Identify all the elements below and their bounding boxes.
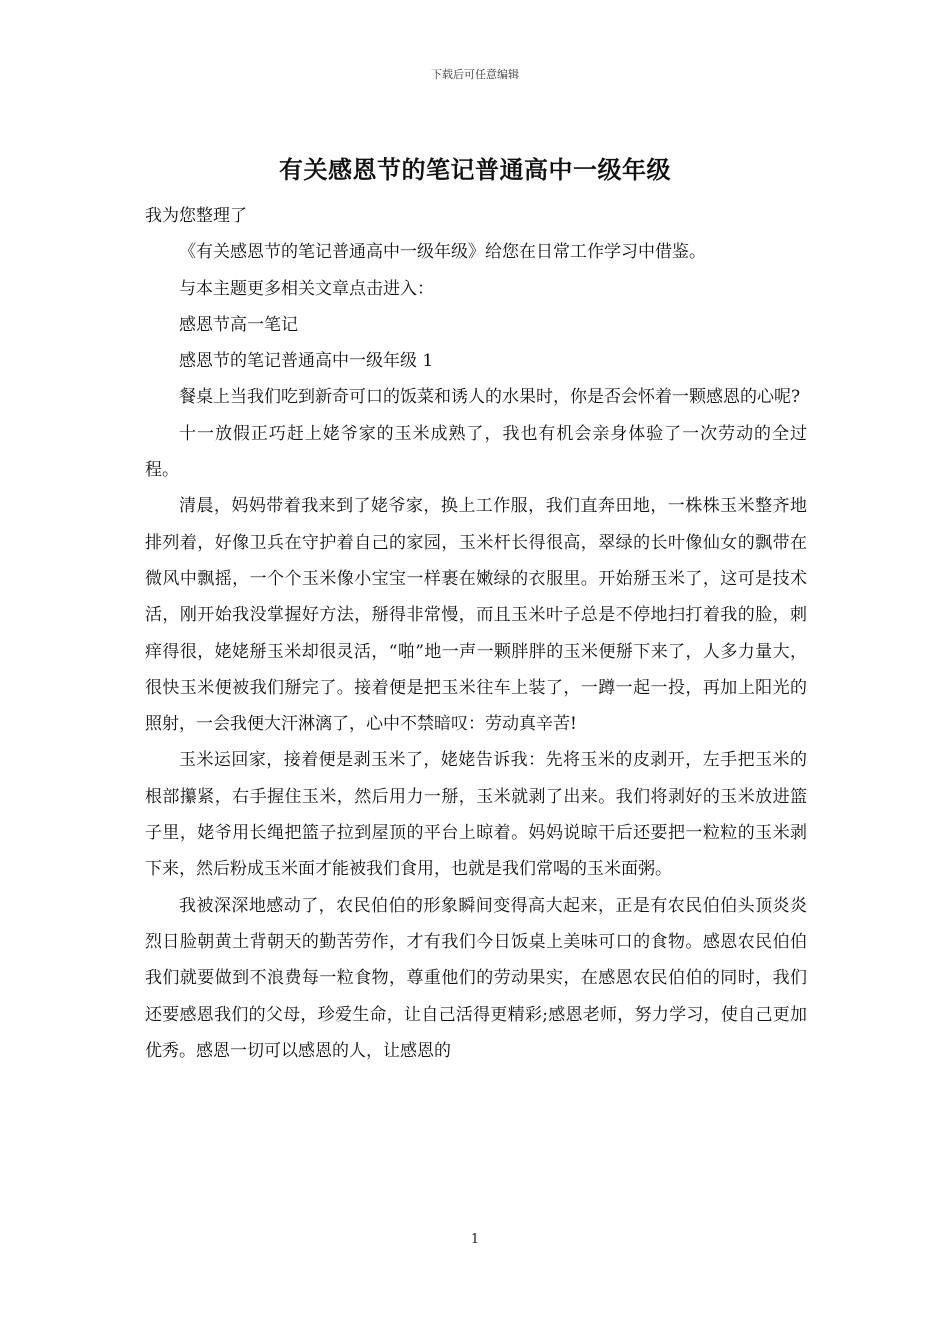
document-body [145, 198, 807, 1069]
related-article-link[interactable]: 感恩节高一笔记 [179, 314, 298, 335]
header-note: 下载后可任意编辑 [431, 68, 519, 81]
paragraph: 餐桌上当我们吃到新奇可口的饭菜和诱人的水果时，你是否会怀着一颗感恩的心呢? [179, 387, 801, 408]
section-heading: 感恩节的笔记普通高中一级年级 1 [179, 351, 434, 372]
page-number: 1 [470, 1232, 480, 1247]
paragraph: 我被深深地感动了，农民伯伯的形象瞬间变得高大起来，正是有农民伯伯头顶炎炎烈日脸朝黄土背朝天的勤苦劳作，才有我们今日饭桌上美味可口的食物。感恩农民伯伯我们就要做到不浪费每一粒食物，尊重他们的劳动果实，在感恩农民伯伯的同时，我们还要感恩我们的父母，珍爱生命，让自己活得更精彩;感恩老师，努力学习，使自己更加优秀。感恩一切可以感恩的人，让感恩的 [145, 895, 807, 1061]
paragraph: 《有关感恩节的笔记普通高中一级年级》给您在日常工作学习中借鉴。 [179, 242, 706, 263]
paragraph: 清晨，妈妈带着我来到了姥爷家，换上工作服，我们直奔田地，一株株玉米整齐地排列着，好像卫兵在守护着自己的家园，玉米杆长得很高，翠绿的长叶像仙女的飘带在微风中飘摇，一个个玉米像小宝宝一样裹在嫩绿的衣服里。开始掰玉米了，这可是技术活，刚开始我没掌握好方法，掰得非常慢，而且玉米叶子总是不停地扫打着我的脸，刺痒得很，姥姥掰玉米却很灵活，“啪”地一声一颗胖胖的玉米便掰下来了，人多力量大，很快玉米便被我们掰完了。接着便是把玉米往车上装了，一蹲一起一投，再加上阳光的照射，一会我便大汗淋漓了，心中不禁暗叹：劳动真辛苦! [145, 496, 807, 735]
document-title: 有关感恩节的笔记普通高中一级年级 [279, 155, 671, 184]
paragraph: 十一放假正巧赶上姥爷家的玉米成熟了，我也有机会亲身体验了一次劳动的全过程。 [145, 423, 807, 481]
paragraph: 与本主题更多相关文章点击进入： [179, 278, 434, 299]
paragraph: 玉米运回家，接着便是剥玉米了，姥姥告诉我：先将玉米的皮剥开，左手把玉米的根部攥紧，右手握住玉米，然后用力一掰，玉米就剥了出来。我们将剥好的玉米放进篮子里，姥爷用长绳把篮子拉到屋顶的平台上晾着。妈妈说晾干后还要把一粒粒的玉米剥下来，然后粉成玉米面才能被我们食用，也就是我们常喝的玉米面粥。 [145, 750, 807, 880]
paragraph-intro: 我为您整理了 [145, 206, 247, 226]
